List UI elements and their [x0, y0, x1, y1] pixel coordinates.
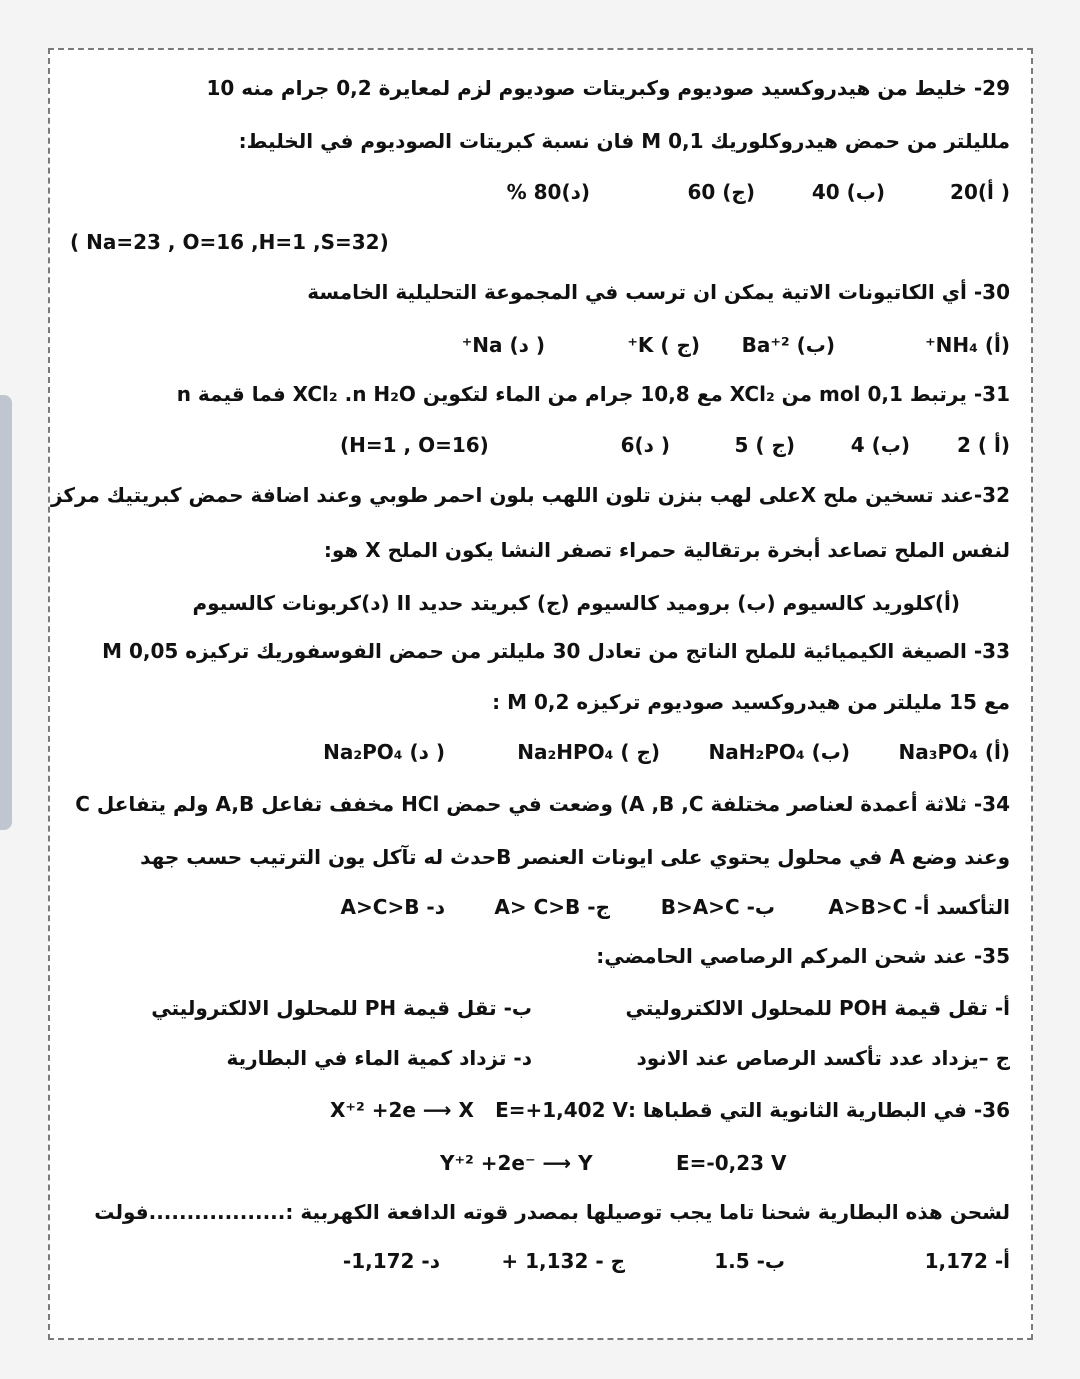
q36-option-d: د- 1,172- — [342, 1249, 440, 1273]
q30-option-a: (أ) NH₄⁺ — [925, 333, 1010, 357]
q33-option-d: ( د) Na₂PO₄ — [323, 740, 445, 764]
q34-option-b: ب- B>A>C — [660, 895, 775, 919]
q30-option-c: (ج ) K⁺ — [627, 333, 700, 357]
q33-option-a: (أ) Na₃PO₄ — [898, 740, 1010, 764]
q32-line1: 32-عند تسخين ملح Xعلى لهب بنزن تلون اللهب بلون احمر طوبي وعند اضافة حمض كبريتيك مركز — [50, 483, 1010, 507]
q36-equation-y: Y⁺² +2e⁻ ⟶ Y — [440, 1151, 593, 1175]
q29-option-b: (ب) 40 — [811, 180, 885, 204]
q33-line1: 33- الصيغة الكيميائية للملح الناتج من تعادل 30 مليلتر من حمض الفوسفوريك تركيزه 0,05 M — [102, 639, 1010, 663]
q31-option-b: (ب) 4 — [850, 433, 910, 457]
side-scroll-tab[interactable] — [0, 395, 12, 830]
q29-line2: ملليلتر من حمض هيدروكلوريك 0,1 M فان نسبة كبريتات الصوديوم في الخليط: — [238, 129, 1010, 153]
q31-atomic-masses: (H=1 , O=16) — [340, 433, 489, 457]
q32-options: (أ)كلوريد كالسيوم (ب) بروميد كالسيوم (ج) كبريتد حديد II (د)كربونات كالسيوم — [192, 591, 960, 615]
q36-line2: لشحن هذه البطارية شحنا تاما يجب توصيلها بمصدر قوته الدافعة الكهربية :..................فولت — [94, 1200, 1010, 1224]
q30-option-b: (ب) Ba⁺² — [741, 333, 835, 357]
q31-line1: 31- يرتبط 0,1 mol من XCl₂ مع 10,8 جرام من الماء لتكوين XCl₂ .n H₂O فما قيمة n — [176, 382, 1010, 406]
q36-option-c: ج - 1,132 + — [501, 1249, 625, 1273]
q35-option-a: أ- تقل قيمة POH للمحلول الالكتروليتي — [625, 996, 1010, 1020]
q34-line1: 34- ثلاثة أعمدة لعناصر مختلفة A ,B ,C) وضعت في حمض HCl مخفف تفاعل A,B ولم يتفاعل C — [75, 792, 1010, 816]
q34-option-c: ج- A> C>B — [494, 895, 610, 919]
q36-equation-x: X⁺² +2e ⟶ X — [330, 1098, 474, 1122]
q30-option-d: ( د) Na⁺ — [461, 333, 545, 357]
q34-line2: وعند وضع A في محلول يحتوي على ايونات العنصر Bحدث له تآكل يون الترتيب حسب جهد — [140, 845, 1010, 869]
q33-option-c: (ج ) Na₂HPO₄ — [517, 740, 660, 764]
q34-option-a: التأكسد أ- A>B>C — [828, 895, 1010, 919]
q35-option-c: ج –يزداد عدد تأكسد الرصاص عند الانود — [636, 1046, 1010, 1070]
q29-line1: 29- خليط من هيدروكسيد صوديوم وكبريتات صوديوم لزم لمعايرة 0,2 جرام منه 10 — [206, 76, 1010, 100]
q29-option-c: (ج) 60 — [687, 180, 755, 204]
q29-option-a: ( أ)20 — [950, 180, 1010, 204]
q29-atomic-masses: ( Na=23 , O=16 ,H=1 ,S=32) — [70, 230, 389, 254]
q31-option-c: (ج ) 5 — [734, 433, 795, 457]
q35-option-b: ب- تقل قيمة PH للمحلول الالكتروليتي — [151, 996, 532, 1020]
q32-line2: لنفس الملح تصاعد أبخرة برتقالية حمراء تصفر النشا يكون الملح X هو: — [323, 538, 1010, 562]
q33-line2: مع 15 مليلتر من هيدروكسيد صوديوم تركيزه 0,2 M : — [492, 690, 1010, 714]
q36-option-a: أ- 1,172 — [924, 1249, 1010, 1273]
q36-equation-y-potential: E=-0,23 V — [676, 1151, 787, 1175]
q33-option-b: (ب) NaH₂PO₄ — [708, 740, 850, 764]
q29-option-d: (د)80 % — [506, 180, 590, 204]
q30-line1: 30- أي الكاتيونات الاتية يمكن ان ترسب في المجموعة التحليلية الخامسة — [307, 280, 1010, 304]
q35-option-d: د- تزداد كمية الماء في البطارية — [226, 1046, 532, 1070]
q36-option-b: ب- 1.5 — [714, 1249, 785, 1273]
q31-option-a: (أ ) 2 — [957, 433, 1010, 457]
q36-line1: 36- في البطارية الثانوية التي قطباها :E=+1,402 V — [495, 1098, 1010, 1122]
q35-line1: 35- عند شحن المركم الرصاصي الحامضي: — [596, 944, 1010, 968]
q34-option-d: د- A>C>B — [340, 895, 445, 919]
q31-option-d: ( د)6 — [620, 433, 670, 457]
